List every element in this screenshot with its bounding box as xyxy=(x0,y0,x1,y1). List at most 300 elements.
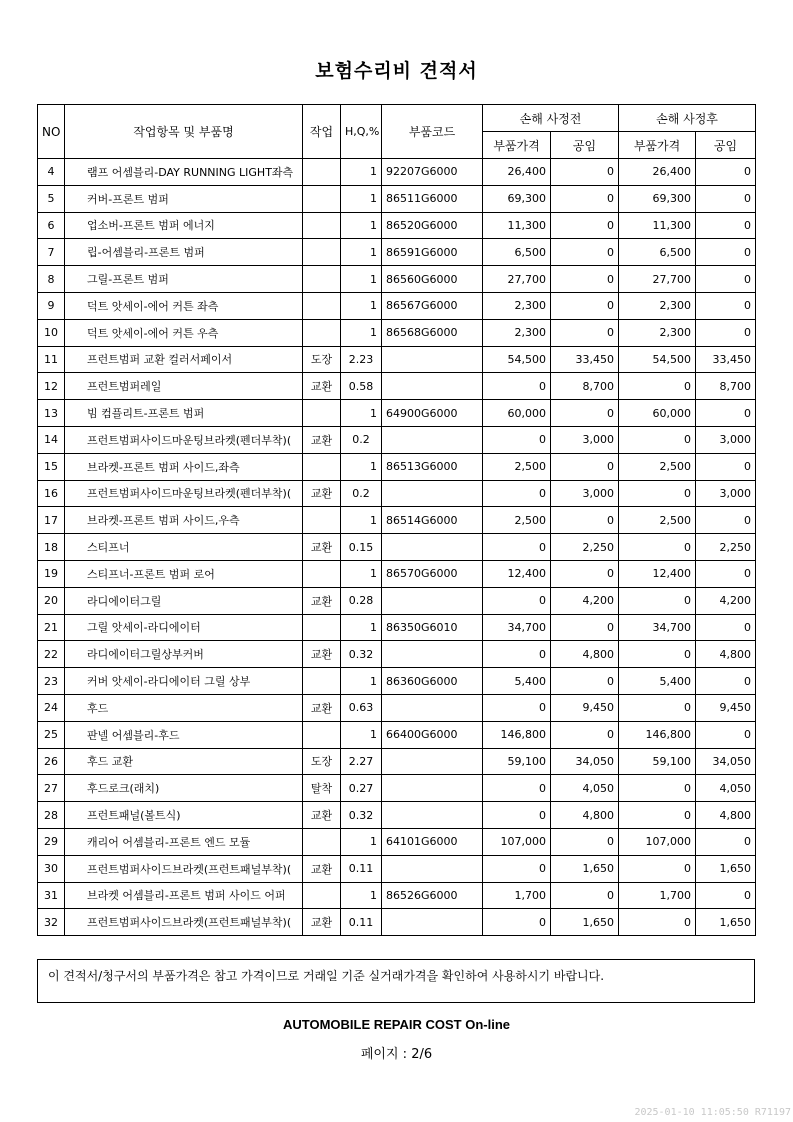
row-before-part-price: 0 xyxy=(483,534,551,561)
row-work-type xyxy=(303,882,341,909)
row-before-part-price: 146,800 xyxy=(483,721,551,748)
row-work-type xyxy=(303,159,341,186)
row-item-name: 그릴 앗세이-라디에이터 xyxy=(65,614,303,641)
row-after-labor: 4,800 xyxy=(696,641,756,668)
row-part-code: 92207G6000 xyxy=(382,159,483,186)
row-part-code: 64900G6000 xyxy=(382,400,483,427)
row-before-labor: 0 xyxy=(551,453,619,480)
header-after-part-price: 부품가격 xyxy=(619,132,696,159)
row-work-type: 교환 xyxy=(303,694,341,721)
row-no: 28 xyxy=(38,802,65,829)
row-hq: 1 xyxy=(341,721,382,748)
row-item-name: 브라켓-프론트 범퍼 사이드,우측 xyxy=(65,507,303,534)
row-after-labor: 33,450 xyxy=(696,346,756,373)
table-row xyxy=(38,159,756,186)
row-work-type: 탈착 xyxy=(303,775,341,802)
row-part-code: 66400G6000 xyxy=(382,721,483,748)
row-after-part-price: 0 xyxy=(619,641,696,668)
header-after: 손해 사정후 xyxy=(619,105,756,132)
table-row xyxy=(38,855,756,882)
header-after-labor: 공임 xyxy=(696,132,756,159)
row-before-part-price: 59,100 xyxy=(483,748,551,775)
row-before-part-price: 0 xyxy=(483,641,551,668)
row-no: 7 xyxy=(38,239,65,266)
row-after-labor: 3,000 xyxy=(696,480,756,507)
row-before-part-price: 12,400 xyxy=(483,560,551,587)
row-part-code xyxy=(382,802,483,829)
row-before-labor: 0 xyxy=(551,614,619,641)
row-hq: 0.28 xyxy=(341,587,382,614)
row-hq: 1 xyxy=(341,668,382,695)
row-after-labor: 4,050 xyxy=(696,775,756,802)
row-item-name: 캐리어 어셈블리-프론트 엔드 모듈 xyxy=(65,828,303,855)
row-after-part-price: 0 xyxy=(619,802,696,829)
row-after-labor: 0 xyxy=(696,453,756,480)
row-hq: 1 xyxy=(341,212,382,239)
row-no: 20 xyxy=(38,587,65,614)
row-part-code xyxy=(382,748,483,775)
row-item-name: 커버 앗세이-라디에이터 그릴 상부 xyxy=(65,668,303,695)
row-before-labor: 0 xyxy=(551,319,619,346)
row-no: 6 xyxy=(38,212,65,239)
row-item-name: 브라켓 어셈블리-프론트 범퍼 사이드 어퍼 xyxy=(65,882,303,909)
row-no: 27 xyxy=(38,775,65,802)
row-item-name: 프런트범퍼 교환 컬러서페이서 xyxy=(65,346,303,373)
table-row xyxy=(38,694,756,721)
row-after-part-price: 146,800 xyxy=(619,721,696,748)
row-before-labor: 0 xyxy=(551,266,619,293)
row-item-name: 후드 xyxy=(65,694,303,721)
row-before-part-price: 0 xyxy=(483,694,551,721)
row-after-labor: 2,250 xyxy=(696,534,756,561)
row-before-labor: 9,450 xyxy=(551,694,619,721)
row-work-type xyxy=(303,319,341,346)
row-work-type: 교환 xyxy=(303,373,341,400)
header-before-part-price: 부품가격 xyxy=(483,132,551,159)
row-no: 25 xyxy=(38,721,65,748)
row-no: 5 xyxy=(38,185,65,212)
row-part-code xyxy=(382,480,483,507)
row-part-code xyxy=(382,694,483,721)
row-hq: 0.27 xyxy=(341,775,382,802)
row-before-part-price: 2,300 xyxy=(483,319,551,346)
row-after-labor: 4,200 xyxy=(696,587,756,614)
row-item-name: 후드 교환 xyxy=(65,748,303,775)
table-row xyxy=(38,185,756,212)
row-item-name: 덕트 앗세이-에어 커튼 우측 xyxy=(65,319,303,346)
row-item-name: 커버-프론트 범퍼 xyxy=(65,185,303,212)
row-after-part-price: 0 xyxy=(619,534,696,561)
row-after-labor: 0 xyxy=(696,266,756,293)
row-work-type xyxy=(303,185,341,212)
row-item-name: 프런트패널(볼트식) xyxy=(65,802,303,829)
row-before-labor: 4,050 xyxy=(551,775,619,802)
row-after-part-price: 34,700 xyxy=(619,614,696,641)
table-row xyxy=(38,560,756,587)
row-item-name: 후드로크(래치) xyxy=(65,775,303,802)
row-before-part-price: 5,400 xyxy=(483,668,551,695)
row-part-code: 64101G6000 xyxy=(382,828,483,855)
table-row xyxy=(38,400,756,427)
row-after-labor: 4,800 xyxy=(696,802,756,829)
row-after-labor: 1,650 xyxy=(696,855,756,882)
row-hq: 1 xyxy=(341,185,382,212)
row-hq: 0.15 xyxy=(341,534,382,561)
table-row xyxy=(38,534,756,561)
row-work-type xyxy=(303,668,341,695)
header-work: 작업 xyxy=(303,105,341,159)
row-after-part-price: 11,300 xyxy=(619,212,696,239)
table-row xyxy=(38,453,756,480)
row-work-type xyxy=(303,292,341,319)
table-body xyxy=(38,159,756,936)
row-work-type xyxy=(303,266,341,293)
row-before-labor: 0 xyxy=(551,212,619,239)
row-before-labor: 0 xyxy=(551,185,619,212)
row-part-code xyxy=(382,855,483,882)
row-before-part-price: 107,000 xyxy=(483,828,551,855)
row-work-type: 도장 xyxy=(303,346,341,373)
row-before-part-price: 1,700 xyxy=(483,882,551,909)
row-before-labor: 0 xyxy=(551,882,619,909)
row-before-part-price: 0 xyxy=(483,909,551,936)
row-before-labor: 0 xyxy=(551,507,619,534)
price-notice: 이 견적서/청구서의 부품가격은 참고 가격이므로 거래일 기준 실거래가격을 확인하여 사용하시기 바랍니다. xyxy=(37,959,755,1003)
row-part-code: 86526G6000 xyxy=(382,882,483,909)
row-hq: 1 xyxy=(341,882,382,909)
row-no: 23 xyxy=(38,668,65,695)
row-no: 11 xyxy=(38,346,65,373)
row-before-part-price: 2,300 xyxy=(483,292,551,319)
row-after-part-price: 59,100 xyxy=(619,748,696,775)
row-item-name: 프런트범퍼사이드브라켓(프런트패널부착)( xyxy=(65,855,303,882)
row-before-part-price: 0 xyxy=(483,373,551,400)
row-part-code xyxy=(382,426,483,453)
row-hq: 1 xyxy=(341,828,382,855)
row-part-code xyxy=(382,346,483,373)
row-before-labor: 0 xyxy=(551,828,619,855)
row-before-labor: 0 xyxy=(551,668,619,695)
row-part-code xyxy=(382,641,483,668)
row-item-name: 빔 컴플리트-프론트 범퍼 xyxy=(65,400,303,427)
row-no: 24 xyxy=(38,694,65,721)
row-after-part-price: 0 xyxy=(619,855,696,882)
row-part-code xyxy=(382,909,483,936)
row-work-type xyxy=(303,614,341,641)
row-hq: 1 xyxy=(341,453,382,480)
row-hq: 1 xyxy=(341,507,382,534)
row-part-code xyxy=(382,534,483,561)
row-no: 29 xyxy=(38,828,65,855)
row-no: 16 xyxy=(38,480,65,507)
row-item-name: 판넬 어셈블리-후드 xyxy=(65,721,303,748)
table-row xyxy=(38,292,756,319)
row-item-name: 스티프너-프론트 범퍼 로어 xyxy=(65,560,303,587)
row-after-part-price: 69,300 xyxy=(619,185,696,212)
row-before-part-price: 0 xyxy=(483,855,551,882)
row-item-name: 그릴-프론트 범퍼 xyxy=(65,266,303,293)
header-before: 손해 사정전 xyxy=(483,105,619,132)
row-part-code: 86514G6000 xyxy=(382,507,483,534)
row-after-labor: 0 xyxy=(696,614,756,641)
row-item-name: 프런트범퍼사이드마운팅브라켓(펜더부착)( xyxy=(65,426,303,453)
row-before-part-price: 60,000 xyxy=(483,400,551,427)
row-no: 32 xyxy=(38,909,65,936)
row-before-labor: 1,650 xyxy=(551,855,619,882)
header-no: NO xyxy=(38,105,65,159)
row-no: 14 xyxy=(38,426,65,453)
row-item-name: 프런트범퍼레일 xyxy=(65,373,303,400)
row-after-labor: 0 xyxy=(696,507,756,534)
table-row xyxy=(38,212,756,239)
row-before-labor: 1,650 xyxy=(551,909,619,936)
row-after-labor: 0 xyxy=(696,560,756,587)
row-after-part-price: 12,400 xyxy=(619,560,696,587)
row-after-part-price: 2,300 xyxy=(619,319,696,346)
row-item-name: 라디에이터그릴상부커버 xyxy=(65,641,303,668)
row-part-code: 86560G6000 xyxy=(382,266,483,293)
row-work-type xyxy=(303,212,341,239)
row-after-part-price: 107,000 xyxy=(619,828,696,855)
table-row xyxy=(38,587,756,614)
row-no: 21 xyxy=(38,614,65,641)
row-after-labor: 0 xyxy=(696,239,756,266)
row-after-part-price: 0 xyxy=(619,587,696,614)
row-no: 10 xyxy=(38,319,65,346)
row-before-part-price: 0 xyxy=(483,480,551,507)
row-item-name: 업소버-프론트 범퍼 에너지 xyxy=(65,212,303,239)
row-item-name: 스티프너 xyxy=(65,534,303,561)
row-hq: 0.11 xyxy=(341,909,382,936)
row-after-labor: 9,450 xyxy=(696,694,756,721)
row-hq: 0.2 xyxy=(341,426,382,453)
estimate-table xyxy=(37,104,756,936)
table-row xyxy=(38,373,756,400)
table-row xyxy=(38,909,756,936)
row-after-part-price: 0 xyxy=(619,480,696,507)
row-work-type: 교환 xyxy=(303,641,341,668)
row-before-labor: 0 xyxy=(551,292,619,319)
row-no: 13 xyxy=(38,400,65,427)
row-work-type xyxy=(303,453,341,480)
row-part-code: 86350G6010 xyxy=(382,614,483,641)
footer-title: AUTOMOBILE REPAIR COST On-line xyxy=(282,1017,511,1032)
row-after-part-price: 0 xyxy=(619,373,696,400)
table-row xyxy=(38,480,756,507)
table-row xyxy=(38,802,756,829)
row-after-part-price: 0 xyxy=(619,909,696,936)
row-before-part-price: 2,500 xyxy=(483,507,551,534)
row-hq: 1 xyxy=(341,239,382,266)
row-before-labor: 4,800 xyxy=(551,641,619,668)
row-no: 18 xyxy=(38,534,65,561)
row-after-labor: 0 xyxy=(696,400,756,427)
row-no: 30 xyxy=(38,855,65,882)
row-work-type: 교환 xyxy=(303,587,341,614)
row-item-name: 덕트 앗세이-에어 커튼 좌측 xyxy=(65,292,303,319)
row-no: 31 xyxy=(38,882,65,909)
row-before-part-price: 6,500 xyxy=(483,239,551,266)
table-row xyxy=(38,882,756,909)
row-after-labor: 3,000 xyxy=(696,426,756,453)
row-no: 26 xyxy=(38,748,65,775)
row-after-labor: 0 xyxy=(696,159,756,186)
row-hq: 0.63 xyxy=(341,694,382,721)
row-no: 22 xyxy=(38,641,65,668)
row-before-labor: 4,200 xyxy=(551,587,619,614)
row-no: 8 xyxy=(38,266,65,293)
row-item-name: 램프 어셈블리-DAY RUNNING LIGHT좌측 xyxy=(65,159,303,186)
row-no: 17 xyxy=(38,507,65,534)
row-after-labor: 34,050 xyxy=(696,748,756,775)
row-before-part-price: 0 xyxy=(483,775,551,802)
print-timestamp: 2025-01-10 11:05:50 R71197 xyxy=(634,1107,791,1118)
table-row xyxy=(38,641,756,668)
row-item-name: 프런트범퍼사이드브라켓(프런트패널부착)( xyxy=(65,909,303,936)
row-after-part-price: 26,400 xyxy=(619,159,696,186)
row-before-part-price: 0 xyxy=(483,426,551,453)
row-before-part-price: 26,400 xyxy=(483,159,551,186)
header-item: 작업항목 및 부품명 xyxy=(65,105,303,159)
row-no: 9 xyxy=(38,292,65,319)
row-no: 19 xyxy=(38,560,65,587)
header-hq: H,Q,% xyxy=(341,105,382,159)
table-row xyxy=(38,319,756,346)
table-row xyxy=(38,748,756,775)
row-after-part-price: 27,700 xyxy=(619,266,696,293)
row-after-labor: 0 xyxy=(696,721,756,748)
row-before-part-price: 69,300 xyxy=(483,185,551,212)
row-item-name: 프런트범퍼사이드마운팅브라켓(펜더부착)( xyxy=(65,480,303,507)
row-part-code: 86591G6000 xyxy=(382,239,483,266)
row-before-labor: 2,250 xyxy=(551,534,619,561)
row-work-type: 교환 xyxy=(303,909,341,936)
row-hq: 0.2 xyxy=(341,480,382,507)
row-work-type xyxy=(303,507,341,534)
row-work-type: 교환 xyxy=(303,855,341,882)
row-after-part-price: 0 xyxy=(619,775,696,802)
row-before-part-price: 0 xyxy=(483,587,551,614)
row-after-labor: 0 xyxy=(696,882,756,909)
table-row xyxy=(38,828,756,855)
table-row xyxy=(38,507,756,534)
row-before-part-price: 2,500 xyxy=(483,453,551,480)
row-part-code xyxy=(382,373,483,400)
row-after-labor: 0 xyxy=(696,292,756,319)
row-work-type: 교환 xyxy=(303,802,341,829)
row-hq: 1 xyxy=(341,560,382,587)
row-before-part-price: 27,700 xyxy=(483,266,551,293)
row-before-labor: 0 xyxy=(551,560,619,587)
row-before-labor: 8,700 xyxy=(551,373,619,400)
table-header xyxy=(38,105,756,159)
row-after-part-price: 5,400 xyxy=(619,668,696,695)
row-after-part-price: 0 xyxy=(619,694,696,721)
row-hq: 1 xyxy=(341,319,382,346)
row-hq: 1 xyxy=(341,292,382,319)
row-before-labor: 0 xyxy=(551,721,619,748)
row-work-type: 교환 xyxy=(303,534,341,561)
row-after-part-price: 1,700 xyxy=(619,882,696,909)
table-row xyxy=(38,346,756,373)
table-row xyxy=(38,239,756,266)
row-after-part-price: 60,000 xyxy=(619,400,696,427)
header-code: 부품코드 xyxy=(382,105,483,159)
row-part-code xyxy=(382,587,483,614)
row-after-part-price: 6,500 xyxy=(619,239,696,266)
row-part-code: 86568G6000 xyxy=(382,319,483,346)
row-before-labor: 4,800 xyxy=(551,802,619,829)
row-hq: 0.32 xyxy=(341,641,382,668)
table-row xyxy=(38,775,756,802)
row-work-type: 교환 xyxy=(303,426,341,453)
row-no: 15 xyxy=(38,453,65,480)
row-work-type xyxy=(303,400,341,427)
row-after-part-price: 2,500 xyxy=(619,453,696,480)
row-hq: 1 xyxy=(341,266,382,293)
row-after-part-price: 2,500 xyxy=(619,507,696,534)
row-part-code: 86511G6000 xyxy=(382,185,483,212)
row-hq: 0.11 xyxy=(341,855,382,882)
table-row xyxy=(38,614,756,641)
row-item-name: 립-어셈블리-프론트 범퍼 xyxy=(65,239,303,266)
row-hq: 2.23 xyxy=(341,346,382,373)
row-hq: 2.27 xyxy=(341,748,382,775)
table-row xyxy=(38,426,756,453)
row-after-part-price: 54,500 xyxy=(619,346,696,373)
row-no: 12 xyxy=(38,373,65,400)
row-before-labor: 0 xyxy=(551,400,619,427)
row-part-code: 86567G6000 xyxy=(382,292,483,319)
header-before-labor: 공임 xyxy=(551,132,619,159)
row-part-code xyxy=(382,775,483,802)
row-after-labor: 0 xyxy=(696,185,756,212)
row-work-type xyxy=(303,721,341,748)
row-hq: 1 xyxy=(341,614,382,641)
row-after-labor: 0 xyxy=(696,319,756,346)
row-before-part-price: 54,500 xyxy=(483,346,551,373)
table-row xyxy=(38,721,756,748)
row-no: 4 xyxy=(38,159,65,186)
table-row xyxy=(38,668,756,695)
row-part-code: 86513G6000 xyxy=(382,453,483,480)
row-before-labor: 0 xyxy=(551,239,619,266)
row-work-type xyxy=(303,560,341,587)
row-after-labor: 0 xyxy=(696,828,756,855)
row-after-part-price: 0 xyxy=(619,426,696,453)
row-before-labor: 3,000 xyxy=(551,426,619,453)
row-before-labor: 33,450 xyxy=(551,346,619,373)
row-part-code: 86360G6000 xyxy=(382,668,483,695)
row-work-type xyxy=(303,828,341,855)
row-before-part-price: 0 xyxy=(483,802,551,829)
table-row xyxy=(38,266,756,293)
row-before-labor: 3,000 xyxy=(551,480,619,507)
row-work-type xyxy=(303,239,341,266)
row-hq: 1 xyxy=(341,159,382,186)
row-hq: 0.32 xyxy=(341,802,382,829)
row-after-labor: 0 xyxy=(696,668,756,695)
row-before-labor: 0 xyxy=(551,159,619,186)
row-before-part-price: 34,700 xyxy=(483,614,551,641)
row-item-name: 라디에이터그릴 xyxy=(65,587,303,614)
row-after-labor: 8,700 xyxy=(696,373,756,400)
row-part-code: 86520G6000 xyxy=(382,212,483,239)
page-number: 페이지 : 2/6 xyxy=(360,1047,433,1062)
row-before-part-price: 11,300 xyxy=(483,212,551,239)
row-after-part-price: 2,300 xyxy=(619,292,696,319)
row-after-labor: 1,650 xyxy=(696,909,756,936)
